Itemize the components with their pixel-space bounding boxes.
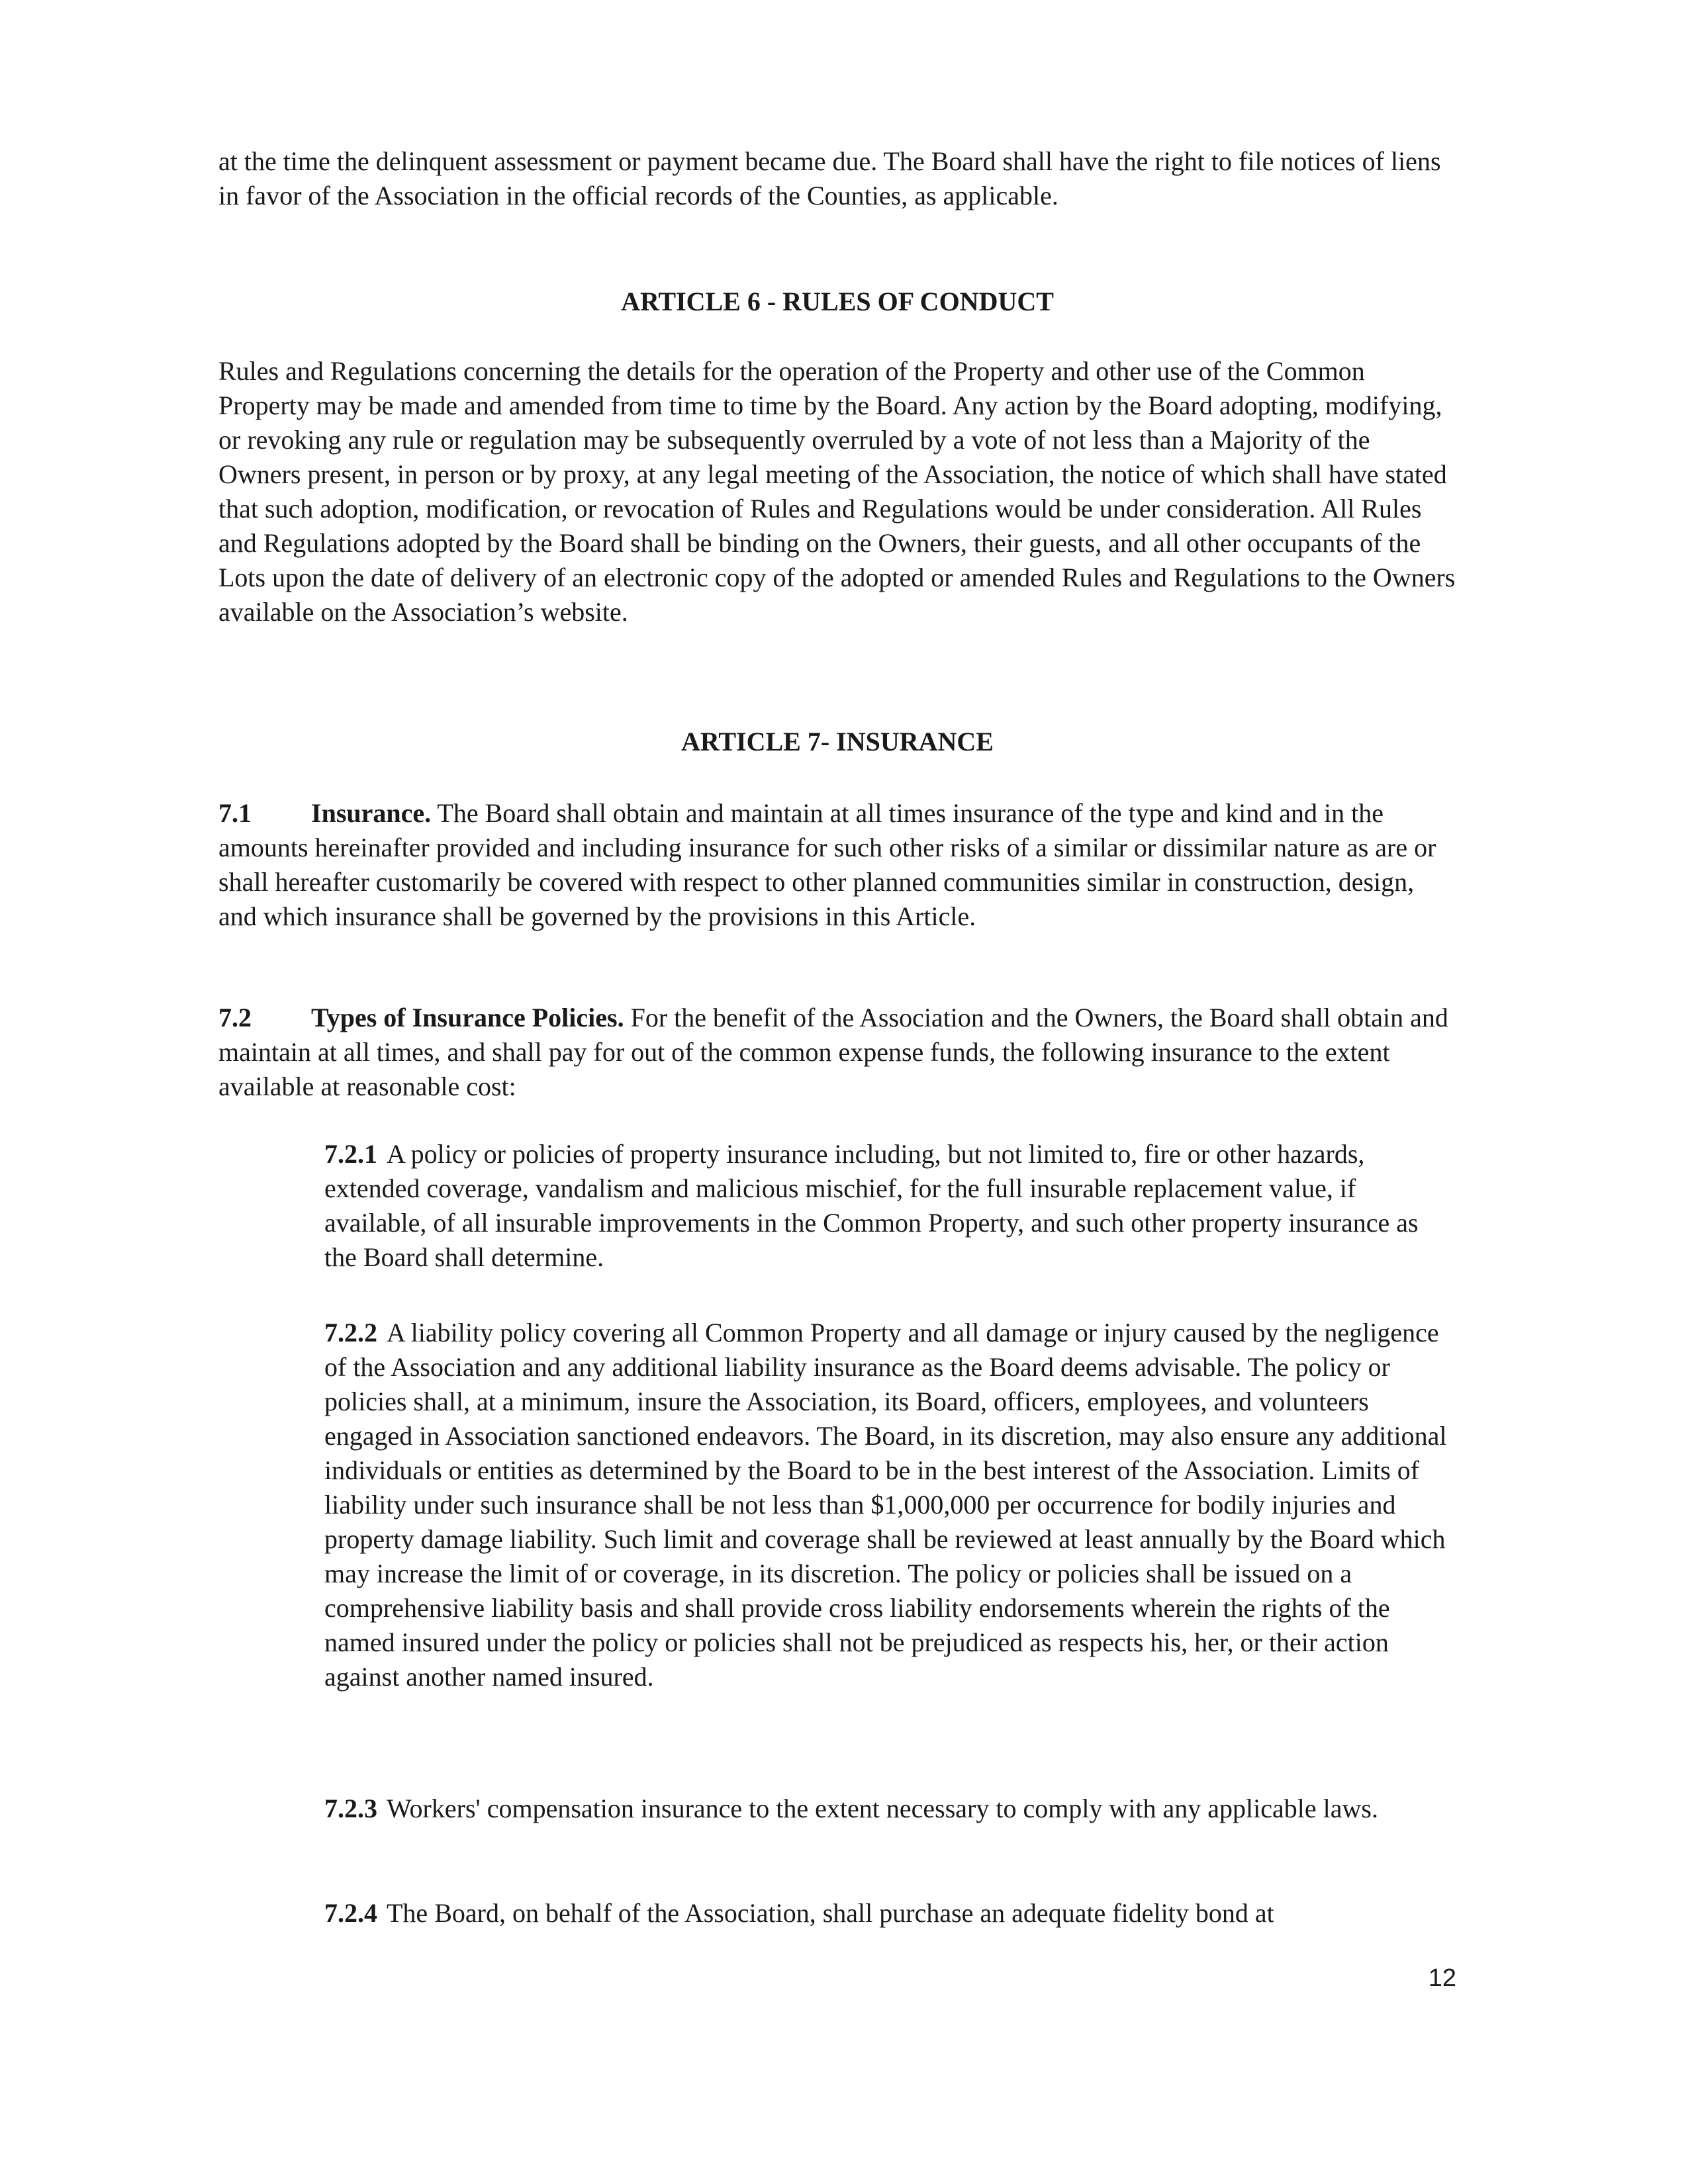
section-7-1-number: 7.1	[218, 798, 252, 828]
section-7-2-2-text: A liability policy covering all Common Property and all damage or injury caused by the negligence of the Association and any additional liability insurance as the Board deems advisable. The policy or policies shall, at a minimum, insure the Association, its Board, officers, employees, and volunteers engaged in Association sanctioned endeavors. The Board, in its discretion, may also ensure any additional individuals or entities as determined by the Board to be in the best interest of the Association. Limits of liability under such insurance shall be not less than $1,000,000 per occurrence for bodily injuries and property damage liability. Such limit and coverage shall be reviewed at least annually by the Board which may increase the limit of or coverage, in its discretion. The policy or policies shall be issued on a comprehensive liability basis and shall provide cross liability endorsements wherein the rights of the named insured under the policy or policies shall not be prejudiced as respects his, her, or their action against another named insured.	[324, 1318, 1447, 1692]
section-7-1-title: Insurance.	[311, 798, 432, 828]
section-7-2-4-text: The Board, on behalf of the Association, shall purchase an adequate fidelity bond at	[387, 1898, 1274, 1928]
article-6-body: Rules and Regulations concerning the details for the operation of the Property and other use of the Common Property may be made and amended from time to time by the Board. Any action by the Board adopting, modifying, or revoking any rule or regulation may be subsequently overruled by a vote of not less than a Majority of the Owners present, in person or by proxy, at any legal meeting of the Association, the notice of which shall have stated that such adoption, modification, or revocation of Rules and Regulations would be under consideration. All Rules and Regulations adopted by the Board shall be binding on the Owners, their guests, and all other occupants of the Lots upon the date of delivery of an electronic copy of the adopted or amended Rules and Regulations to the Owners available on the Association’s website.	[218, 356, 1456, 627]
article-6-heading: ARTICLE 6 - RULES OF CONDUCT	[621, 287, 1054, 316]
section-7-2-4	[324, 1896, 1456, 1931]
section-7-2-1	[324, 1137, 1456, 1275]
section-7-1-text: The Board shall obtain and maintain at all times insurance of the type and kind and in the amounts hereinafter provided and including insurance for such other risks of a similar or dissimilar nature as are or shall hereafter customarily be covered with respect to other planned communities similar in construction, design, and which insurance shall be governed by the provisions in this Article.	[218, 798, 1436, 931]
section-7-2-3-number: 7.2.3	[324, 1794, 377, 1823]
section-7-2-1-number: 7.2.1	[324, 1139, 377, 1169]
section-7-1	[218, 796, 1456, 934]
section-7-2-1-text: A policy or policies of property insurance including, but not limited to, fire or other hazards, extended coverage, vandalism and malicious mischief, for the full insurable replacement value, if available, of all insurable improvements in the Common Property, and such other property insurance as the Board shall determine.	[324, 1139, 1419, 1272]
section-7-2-4-number: 7.2.4	[324, 1898, 377, 1928]
section-7-2-title: Types of Insurance Policies.	[311, 1003, 624, 1032]
intro-paragraph: at the time the delinquent assessment or payment became due. The Board shall have the right to file notices of liens in favor of the Association in the official records of the Counties, as applicable.	[218, 146, 1441, 210]
section-7-2-3	[324, 1792, 1456, 1826]
section-7-2-number: 7.2	[218, 1003, 252, 1032]
section-7-2-2	[324, 1316, 1456, 1694]
section-7-2-text: For the benefit of the Association and the Owners, the Board shall obtain and maintain at all times, and shall pay for out of the common expense funds, the following insurance to the extent available at reasonable cost:	[218, 1003, 1448, 1101]
section-7-2	[218, 1001, 1456, 1104]
section-7-2-2-number: 7.2.2	[324, 1318, 377, 1347]
article-7-heading: ARTICLE 7- INSURANCE	[681, 727, 994, 756]
page-number: 12	[1428, 1964, 1456, 1992]
section-7-2-3-text: Workers' compensation insurance to the extent necessary to comply with any applicable laws.	[387, 1794, 1378, 1823]
